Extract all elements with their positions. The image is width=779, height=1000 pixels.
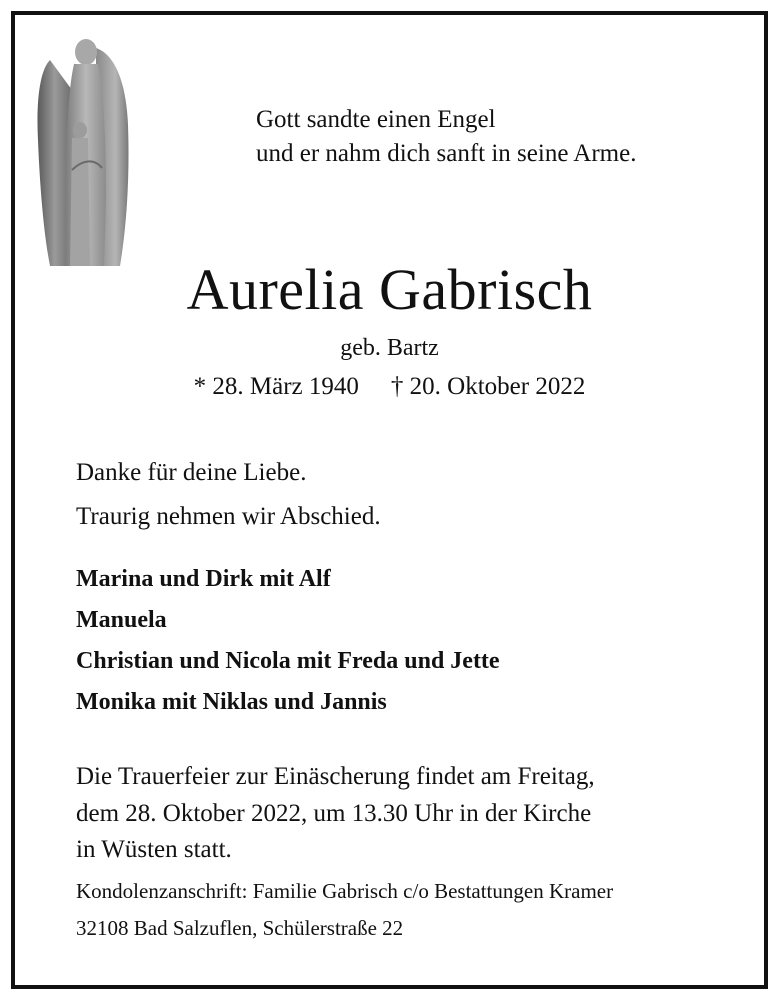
verse-line-1: Gott sandte einen Engel [256, 106, 496, 133]
angel-figure-icon [36, 30, 132, 270]
service-line-1: Die Trauerfeier zur Einäscherung findet am Freitag, [76, 763, 595, 790]
mourner-line-4: Monika mit Niklas und Jannis [76, 689, 387, 715]
deceased-name: Aurelia Gabrisch [186, 257, 593, 322]
verse-line-2: und er nahm dich sanft in seine Arme. [256, 140, 637, 167]
death-date: † 20. Oktober 2022 [390, 373, 586, 400]
mourner-line-2: Manuela [76, 607, 167, 633]
message-line-2: Traurig nehmen wir Abschied. [76, 503, 381, 530]
birth-name: geb. Bartz [340, 335, 439, 361]
condolence-address-line-1: Kondolenzanschrift: Familie Gabrisch c/o Bestattungen Kramer [76, 879, 614, 903]
mourner-line-3: Christian und Nicola mit Freda und Jette [76, 648, 500, 674]
life-dates [0, 371, 779, 403]
mourner-line-1: Marina und Dirk mit Alf [76, 566, 331, 592]
message-line-1: Danke für deine Liebe. [76, 459, 307, 486]
condolence-address-line-2: 32108 Bad Salzuflen, Schülerstraße 22 [76, 916, 404, 940]
service-line-2: dem 28. Oktober 2022, um 13.30 Uhr in der Kirche [76, 800, 592, 827]
birth-date: * 28. März 1940 [193, 373, 359, 400]
service-line-3: in Wüsten statt. [76, 836, 232, 863]
